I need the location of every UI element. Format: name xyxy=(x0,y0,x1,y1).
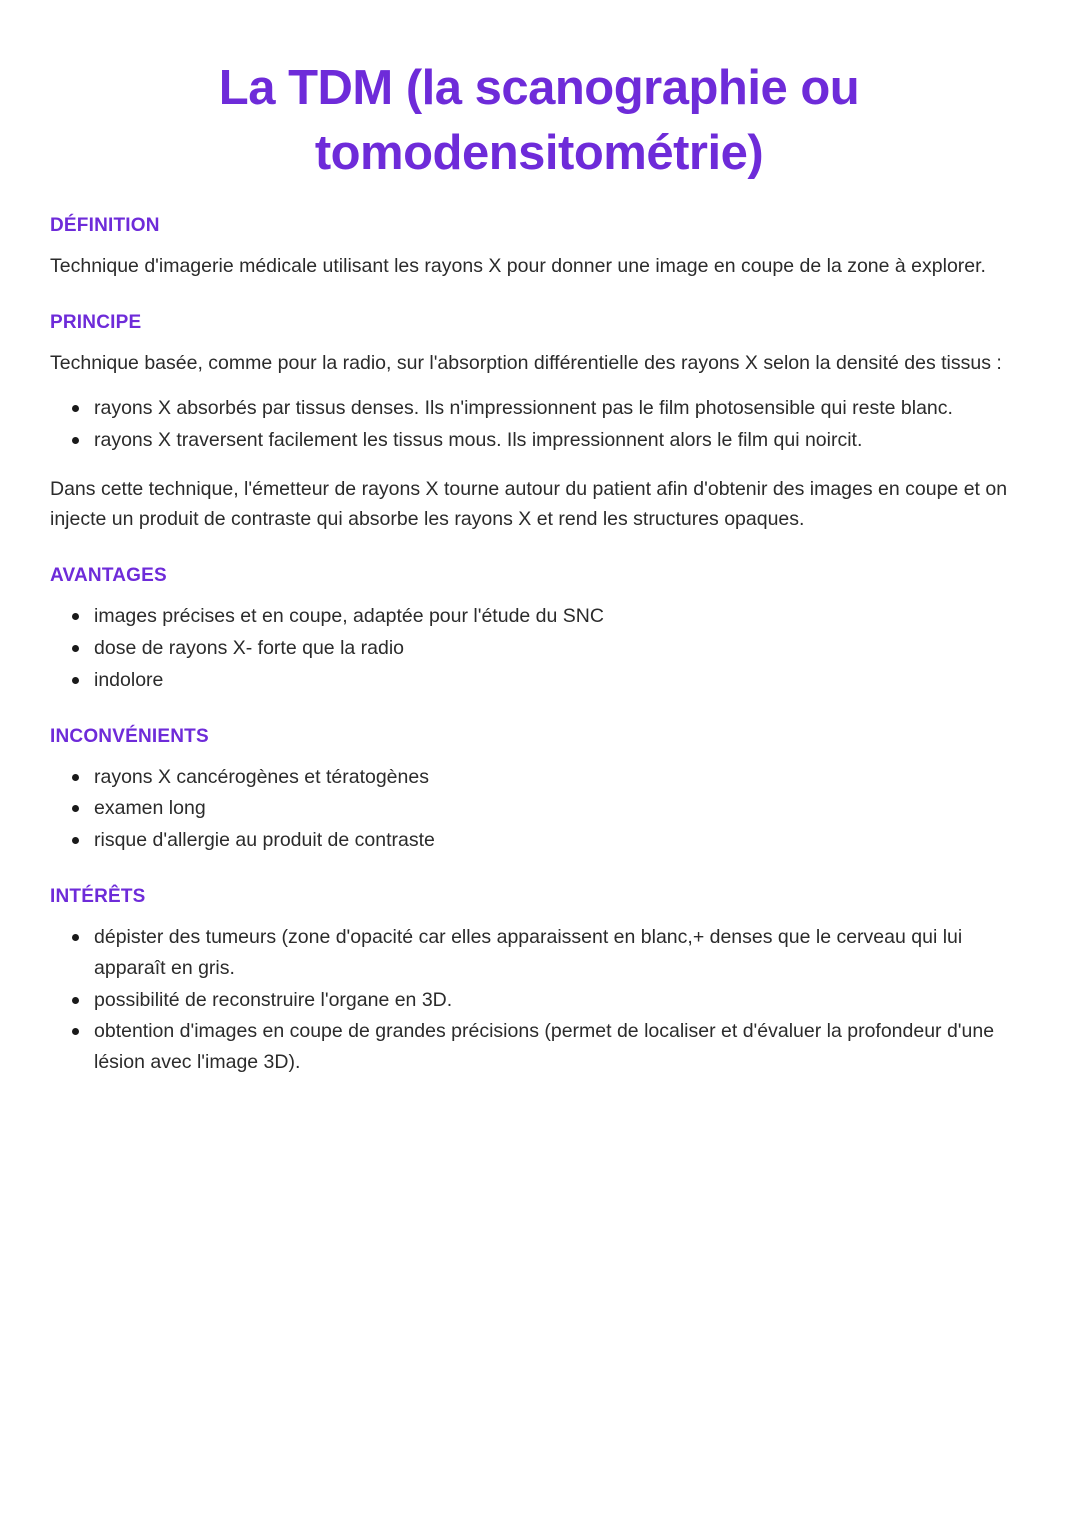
document-title: La TDM (la scanographie ou tomodensitométrie) xyxy=(218,61,860,180)
bullet-item: images précises et en coupe, adaptée pour l'étude du SNC xyxy=(94,601,1028,632)
principe-outro-paragraph: Dans cette technique, l'émetteur de rayons X tourne autour du patient afin d'obtenir des images en coupe et on injecte un produit de contraste qui absorbe les rayons X et rend les structures opaques. xyxy=(50,477,1008,531)
bullet-item: indolore xyxy=(94,665,1028,696)
bullet-item: examen long xyxy=(94,793,1028,824)
section-heading-interets: INTÉRÊTS xyxy=(50,885,146,907)
bullet-item: rayons X traversent facilement les tissus mous. Ils impressionnent alors le film qui noircit. xyxy=(94,425,1028,456)
section-heading-avantages: AVANTAGES xyxy=(50,565,167,587)
section-heading-principe: PRINCIPE xyxy=(50,312,142,334)
bullet-item: rayons X cancérogènes et tératogènes xyxy=(94,762,1028,793)
section-definition xyxy=(50,215,1028,282)
section-avantages xyxy=(50,565,1028,695)
principe-intro-paragraph: Technique basée, comme pour la radio, sur l'absorption différentielle des rayons X selon la densité des tissus : xyxy=(50,352,1002,375)
avantages-bullet-list xyxy=(50,601,1028,695)
principe-bullet-list xyxy=(50,393,1028,456)
bullet-item: obtention d'images en coupe de grandes précisions (permet de localiser et d'évaluer la profondeur d'une lésion avec l'image 3D). xyxy=(94,1016,1028,1078)
section-heading-definition: DÉFINITION xyxy=(50,215,160,237)
bullet-item: dose de rayons X- forte que la radio xyxy=(94,633,1028,664)
bullet-item: possibilité de reconstruire l'organe en 3D. xyxy=(94,985,1028,1016)
section-principe xyxy=(50,312,1028,535)
bullet-item: dépister des tumeurs (zone d'opacité car elles apparaissent en blanc,+ denses que le cerveau qui lui apparaît en gris. xyxy=(94,922,1028,984)
section-inconvenients xyxy=(50,726,1028,856)
definition-paragraph: Technique d'imagerie médicale utilisant les rayons X pour donner une image en coupe de la zone à explorer. xyxy=(50,255,986,278)
inconvenients-bullet-list xyxy=(50,762,1028,856)
bullet-item: rayons X absorbés par tissus denses. Ils n'impressionnent pas le film photosensible qui reste blanc. xyxy=(94,393,1028,424)
section-heading-inconvenients: INCONVÉNIENTS xyxy=(50,725,209,747)
bullet-item: risque d'allergie au produit de contraste xyxy=(94,825,1028,856)
section-interets xyxy=(50,886,1028,1078)
interets-bullet-list xyxy=(50,922,1028,1078)
